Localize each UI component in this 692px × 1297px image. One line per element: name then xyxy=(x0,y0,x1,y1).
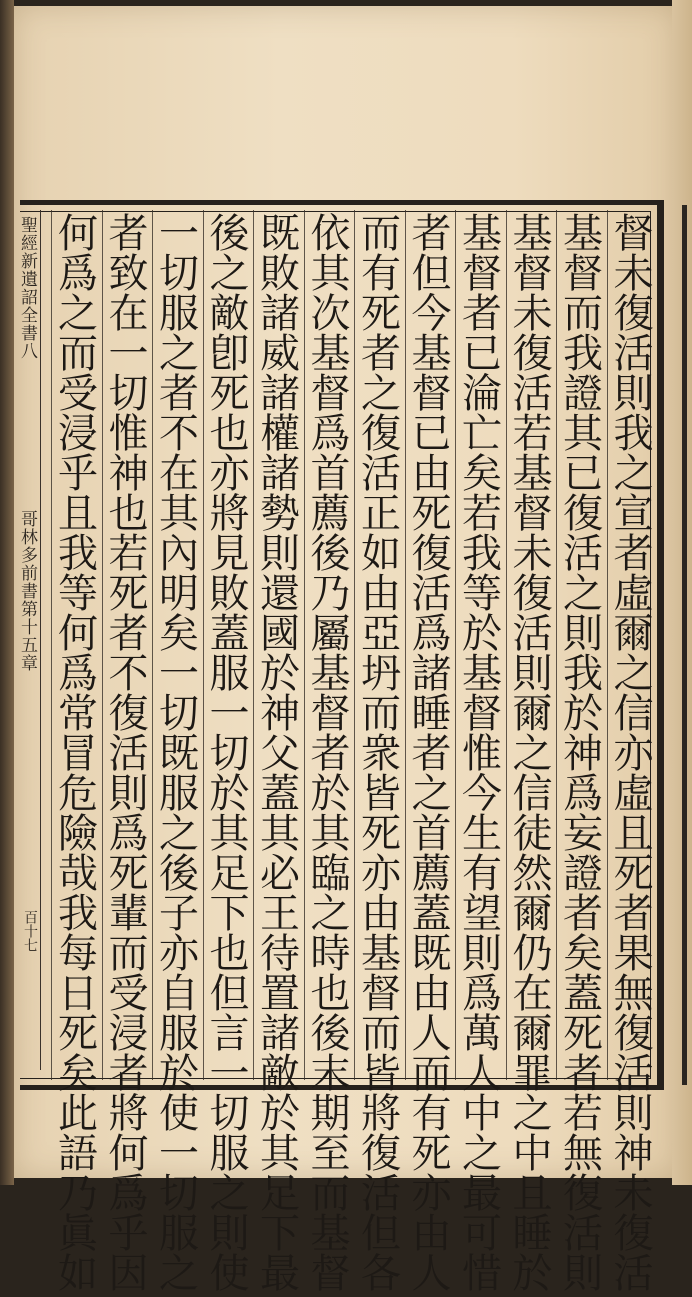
text-column: 督 未 復 活 則 我 之 宣 者 虛 爾 之 信 亦 虛 且 死 者 果 無 復 活 則 神 未 復 活 xyxy=(613,211,654,1297)
chapter-title: 哥林多前書第十五章 xyxy=(17,510,37,672)
text-column: 既 敗 諸 威 諸 權 諸 勢 則 還 國 於 神 父 蓋 其 必 王 待 置 諸 敵 於 其 足 下 最 xyxy=(260,211,300,1297)
text-column: 者 致 在 一 切 惟 神 也 若 死 者 不 復 活 則 爲 死 輩 而 受 浸 者 將 何 爲 乎 因 xyxy=(108,211,149,1297)
column-rule xyxy=(51,210,52,1080)
text-column: 者 但 今 基 督 已 由 死 復 活 爲 諸 睡 者 之 首 薦 蓋 既 由 人 而 有 死 亦 由 人 xyxy=(411,211,452,1297)
text-column: 基 督 未 復 活 若 基 督 未 復 活 則 爾 之 信 徒 然 爾 仍 在 爾 罪 之 中 且 睡 於 xyxy=(512,211,553,1297)
next-page-edge xyxy=(672,0,692,1185)
text-column: 依 其 次 基 督 爲 首 薦 後 乃 屬 基 督 者 於 其 臨 之 時 也 後 末 期 至 而 基 督 xyxy=(310,211,351,1297)
page-number: 百十七 xyxy=(22,910,38,952)
text-column: 基 督 者 已 淪 亡 矣 若 我 等 於 基 督 惟 今 生 有 望 則 爲 萬 人 中 之 最 可 惜 xyxy=(462,211,502,1297)
text-column: 後 之 敵 卽 死 也 亦 將 見 敗 蓋 服 一 切 於 其 足 下 也 但 言 一 切 服 之 則 使 xyxy=(209,211,250,1297)
text-column: 基 督 而 我 證 其 已 復 活 之 則 我 於 神 爲 妄 證 者 矣 蓋 死 者 若 無 復 活 則 xyxy=(563,211,603,1297)
page-margin-column xyxy=(18,210,41,1070)
text-column: 一 切 服 之 者 不 在 其 內 明 矣 一 切 既 服 之 後 子 亦 自 服 於 使 一 切 服 之 xyxy=(159,211,199,1297)
book-title: 聖經新遺詔全書八 xyxy=(17,216,37,360)
text-column: 而 有 死 者 之 復 活 正 如 由 亞 坍 而 衆 皆 死 亦 由 基 督 而 皆 將 復 活 但 各 xyxy=(361,211,401,1297)
text-column: 何 爲 之 而 受 浸 乎 且 我 等 何 爲 常 冒 危 險 哉 我 每 日 死 矣 此 語 乃 眞 如 xyxy=(58,211,98,1297)
spine-edge xyxy=(0,0,14,1185)
